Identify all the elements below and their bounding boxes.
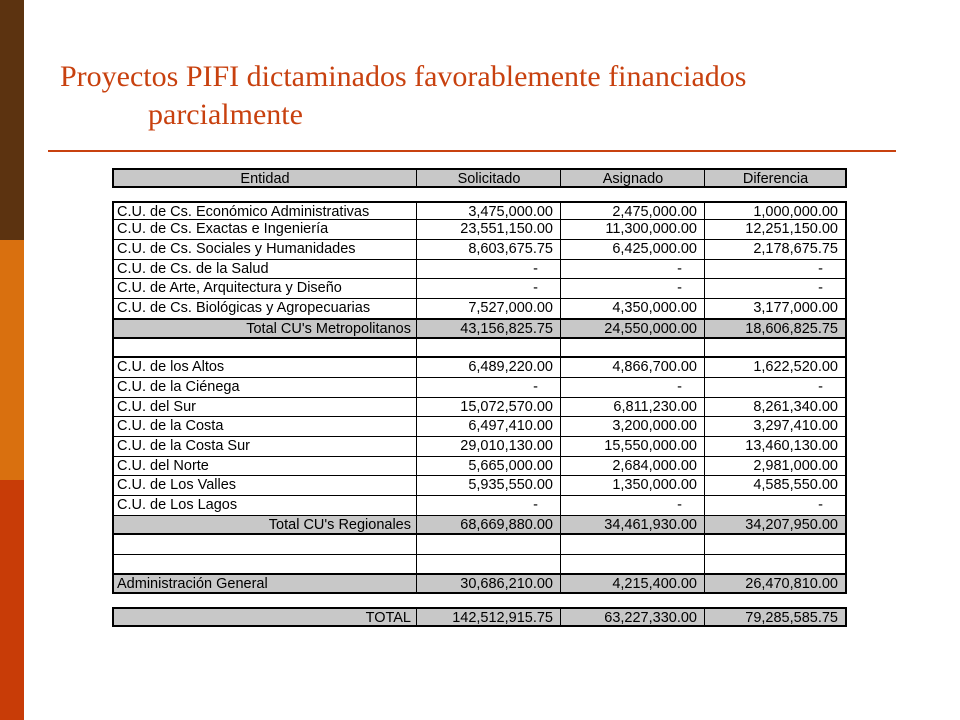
cell-entidad: C.U. de Cs. de la Salud (114, 260, 417, 279)
cell-entidad: Total CU's Regionales (114, 516, 417, 534)
cell-diferencia: 3,177,000.00 (753, 300, 838, 317)
cell-asignado: 6,811,230.00 (562, 398, 705, 417)
header-asignado: Asignado (562, 170, 705, 186)
cell-solicitado: 8,603,675.75 (418, 240, 561, 259)
cell-diferencia: 2,981,000.00 (753, 457, 838, 474)
slide-title-line2: parcialmente (148, 98, 303, 131)
cell-asignado: 1,350,000.00 (562, 476, 705, 495)
admin-row (112, 575, 847, 595)
accent-bar-bottom (0, 480, 24, 720)
cell-solicitado: 5,665,000.00 (418, 457, 561, 476)
table-row (112, 437, 847, 457)
cell-solicitado: - (418, 378, 561, 397)
table-row (112, 398, 847, 418)
table-row (112, 358, 847, 378)
table-row (112, 299, 847, 319)
cell-asignado: 11,300,000.00 (562, 220, 705, 239)
table-row (112, 279, 847, 299)
table-row (112, 260, 847, 280)
cell-entidad: C.U. de Los Lagos (114, 496, 417, 515)
empty-row (112, 339, 847, 359)
cell-diferencia: 12,251,150.00 (745, 221, 838, 238)
regional-total-row (112, 516, 847, 536)
header-diferencia: Diferencia (742, 171, 809, 186)
cell-entidad: C.U. de Cs. Sociales y Humanidades (114, 240, 417, 259)
cell-diferencia: - (818, 280, 823, 297)
cell-entidad: C.U. de Cs. Biológicas y Agropecuarias (114, 299, 417, 318)
cell-solicitado: 7,527,000.00 (418, 299, 561, 318)
empty-row (112, 535, 847, 555)
budget-table (112, 168, 847, 627)
cell-diferencia: 34,207,950.00 (745, 516, 838, 533)
table-row (112, 457, 847, 477)
cell-entidad: C.U. de la Ciénega (114, 378, 417, 397)
cell-solicitado: 15,072,570.00 (418, 398, 561, 417)
cell-entidad: C.U. de Cs. Exactas e Ingeniería (114, 220, 417, 239)
cell-solicitado: 5,935,550.00 (418, 476, 561, 495)
cell-solicitado: 29,010,130.00 (418, 437, 561, 456)
table-row (112, 220, 847, 240)
cell-solicitado: - (418, 496, 561, 515)
cell-entidad: C.U. de Arte, Arquitectura y Diseño (114, 279, 417, 298)
cell-diferencia: - (818, 260, 823, 277)
cell-solicitado: 3,475,000.00 (418, 203, 561, 220)
grand-total-row (112, 607, 847, 627)
cell-diferencia: 2,178,675.75 (753, 241, 838, 258)
table-row (112, 476, 847, 496)
cell-asignado: 4,866,700.00 (562, 358, 705, 377)
slide-title-line1: Proyectos PIFI dictaminados favorablemente financiados (60, 60, 747, 93)
cell-entidad: C.U. del Sur (114, 398, 417, 417)
cell-entidad: C.U. de la Costa Sur (114, 437, 417, 456)
cell-asignado: 2,684,000.00 (562, 457, 705, 476)
cell-diferencia: - (818, 378, 823, 395)
accent-bar-middle (0, 240, 24, 480)
table-row (112, 201, 847, 221)
cell-asignado: 63,227,330.00 (562, 609, 705, 625)
header-entidad: Entidad (114, 170, 417, 186)
cell-solicitado: 43,156,825.75 (418, 320, 561, 337)
cell-diferencia: 79,285,585.75 (745, 610, 838, 626)
cell-entidad: TOTAL (114, 609, 417, 625)
cell-diferencia: 26,470,810.00 (745, 575, 838, 592)
cell-solicitado: - (418, 260, 561, 279)
cell-entidad: C.U. de Cs. Económico Administrativas (114, 203, 417, 220)
table-row (112, 378, 847, 398)
title-divider (48, 150, 896, 152)
cell-entidad: C.U. de Los Valles (114, 476, 417, 495)
cell-entidad: C.U. de la Costa (114, 417, 417, 436)
cell-entidad: Administración General (114, 575, 417, 593)
table-row (112, 417, 847, 437)
cell-diferencia: 8,261,340.00 (753, 398, 838, 415)
cell-diferencia: 18,606,825.75 (745, 320, 838, 337)
cell-solicitado: 142,512,915.75 (418, 609, 561, 625)
cell-entidad: Total CU's Metropolitanos (114, 320, 417, 337)
cell-solicitado: 6,497,410.00 (418, 417, 561, 436)
cell-asignado: 24,550,000.00 (562, 320, 705, 337)
empty-row (112, 555, 847, 575)
table-row (112, 496, 847, 516)
slide-title (60, 58, 920, 134)
cell-asignado: 2,475,000.00 (562, 203, 705, 220)
metro-total-row (112, 319, 847, 339)
cell-solicitado: 68,669,880.00 (418, 516, 561, 534)
cell-asignado: 6,425,000.00 (562, 240, 705, 259)
table-header-row (112, 168, 847, 188)
cell-asignado: 3,200,000.00 (562, 417, 705, 436)
cell-solicitado: 30,686,210.00 (418, 575, 561, 593)
cell-solicitado: 6,489,220.00 (418, 358, 561, 377)
cell-asignado: - (562, 260, 705, 279)
table-row (112, 240, 847, 260)
cell-asignado: 4,350,000.00 (562, 299, 705, 318)
cell-solicitado: - (418, 279, 561, 298)
header-solicitado: Solicitado (418, 170, 561, 186)
cell-asignado: 15,550,000.00 (562, 437, 705, 456)
cell-asignado: - (562, 378, 705, 397)
cell-diferencia: 4,585,550.00 (753, 477, 838, 494)
cell-diferencia: 1,000,000.00 (753, 203, 838, 220)
cell-diferencia: 3,297,410.00 (753, 418, 838, 435)
cell-entidad: C.U. del Norte (114, 457, 417, 476)
cell-entidad: C.U. de los Altos (114, 358, 417, 377)
cell-diferencia: - (818, 497, 823, 513)
cell-diferencia: 13,460,130.00 (745, 437, 838, 454)
cell-asignado: 34,461,930.00 (562, 516, 705, 534)
cell-asignado: 4,215,400.00 (562, 575, 705, 593)
accent-bar-top (0, 0, 24, 240)
cell-solicitado: 23,551,150.00 (418, 220, 561, 239)
cell-asignado: - (562, 496, 705, 515)
cell-asignado: - (562, 279, 705, 298)
cell-diferencia: 1,622,520.00 (753, 359, 838, 376)
